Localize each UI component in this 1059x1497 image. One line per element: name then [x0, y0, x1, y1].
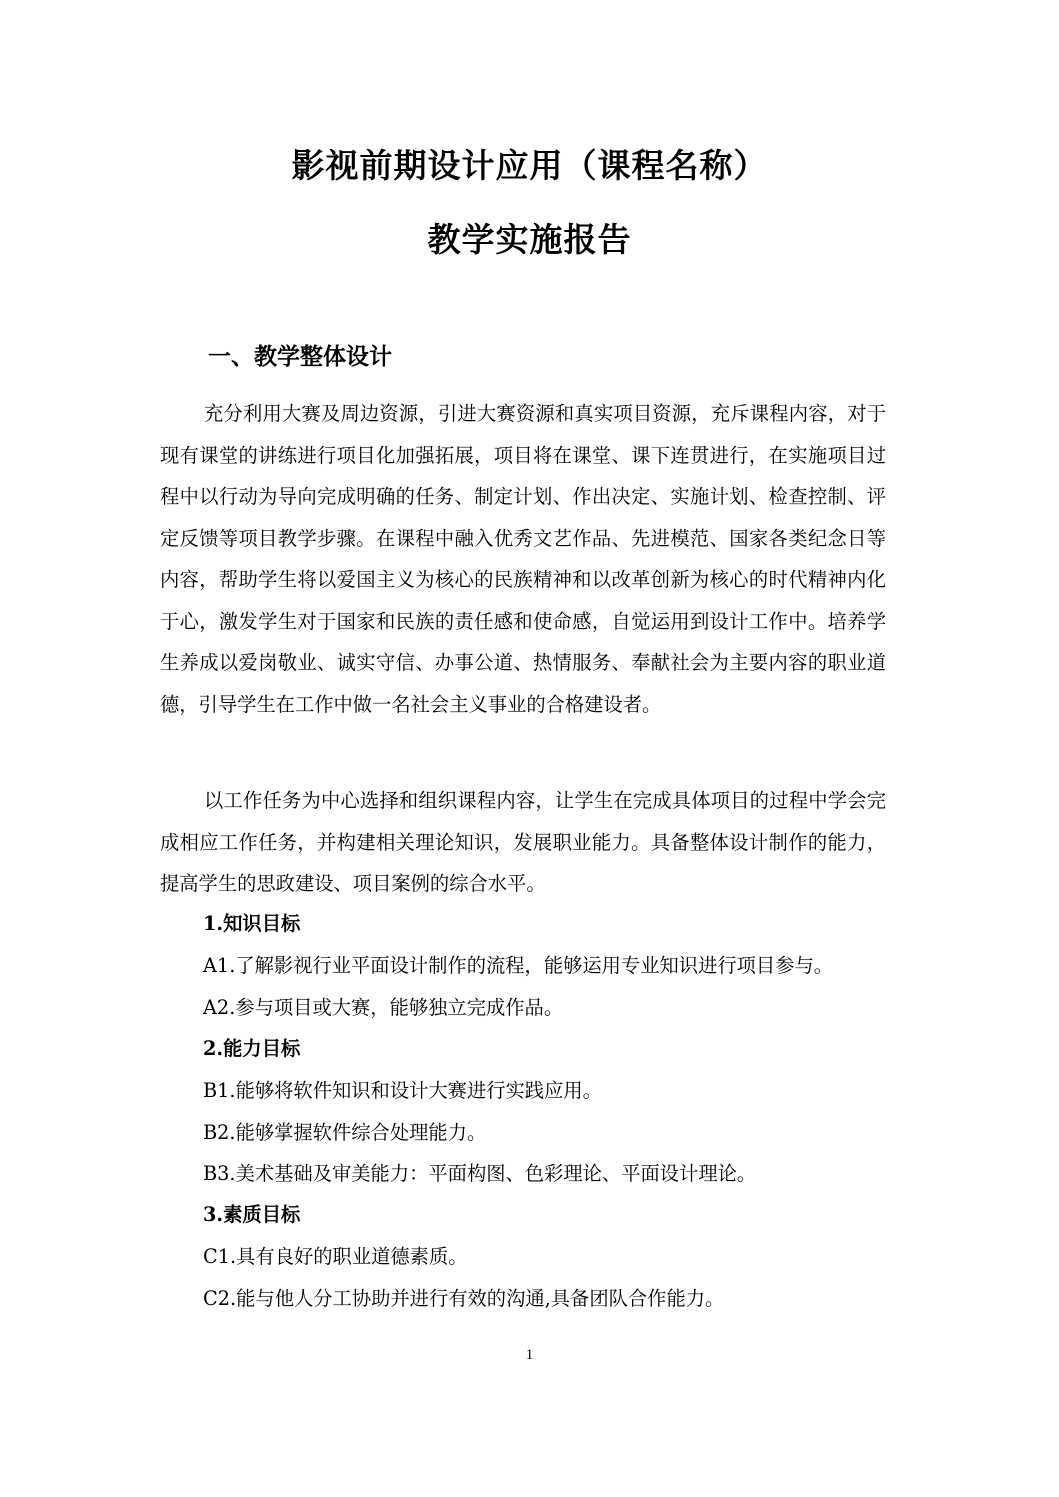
goal-item-a2: A2.参与项目或大赛，能够独立完成作品。 — [203, 996, 564, 1019]
subheading-knowledge-goals: 1.知识目标 — [203, 912, 301, 935]
document-title-line2: 教学实施报告 — [427, 220, 632, 259]
subheading-ability-goals: 2.能力目标 — [203, 1037, 301, 1060]
subheading-quality-goals: 3.素质目标 — [203, 1203, 301, 1226]
goal-item-b1: B1.能够将软件知识和设计大赛进行实践应用。 — [203, 1079, 602, 1102]
goal-item-a1: A1.了解影视行业平面设计制作的流程，能够运用专业知识进行项目参与。 — [203, 954, 834, 977]
goal-item-b2: B2.能够掌握软件综合处理能力。 — [203, 1121, 487, 1144]
goal-item-b3: B3.美术基础及审美能力：平面构图、色彩理论、平面设计理论。 — [203, 1162, 757, 1185]
document-title-line1: 影视前期设计应用（课程名称） — [291, 146, 768, 185]
section-heading-overall-design: 一、教学整体设计 — [208, 343, 392, 370]
body-paragraph-1: 充分利用大赛及周边资源，引进大赛资源和真实项目资源，充斥课程内容，对于现有课堂的讲练进行项目化加强拓展，项目将在课堂、课下连贯进行，在实施项目过程中以行动为导向完成明确的任务、制定计划、作出决定、实施计划、检查控制、评定反馈等项目教学步骤。在课程中融入优秀文艺作品、先进模范、国家各类纪念日等内容，帮助学生将以爱国主义为核心的民族精神和以改革创新为核心的时代精神内化于心，激发学生对于国家和民族的责任感和使命感，自觉运用到设计工作中。培养学生养成以爱岗敬业、诚实守信、办事公道、热情服务、奉献社会为主要内容的职业道德，引导学生在工作中做一名社会主义事业的合格建设者。 — [160, 402, 886, 716]
body-paragraph-2: 以工作任务为中心选择和组织课程内容，让学生在完成具体项目的过程中学会完成相应工作任务，并构建相关理论知识，发展职业能力。具备整体设计制作的能力，提高学生的思政建设、项目案例的综合水平。 — [160, 789, 886, 895]
goal-item-c1: C1.具有良好的职业道德素质。 — [203, 1245, 468, 1268]
goal-item-c2: C2.能与他人分工协助并进行有效的沟通,具备团队合作能力。 — [203, 1287, 725, 1310]
page-number: 1 — [525, 1347, 534, 1363]
